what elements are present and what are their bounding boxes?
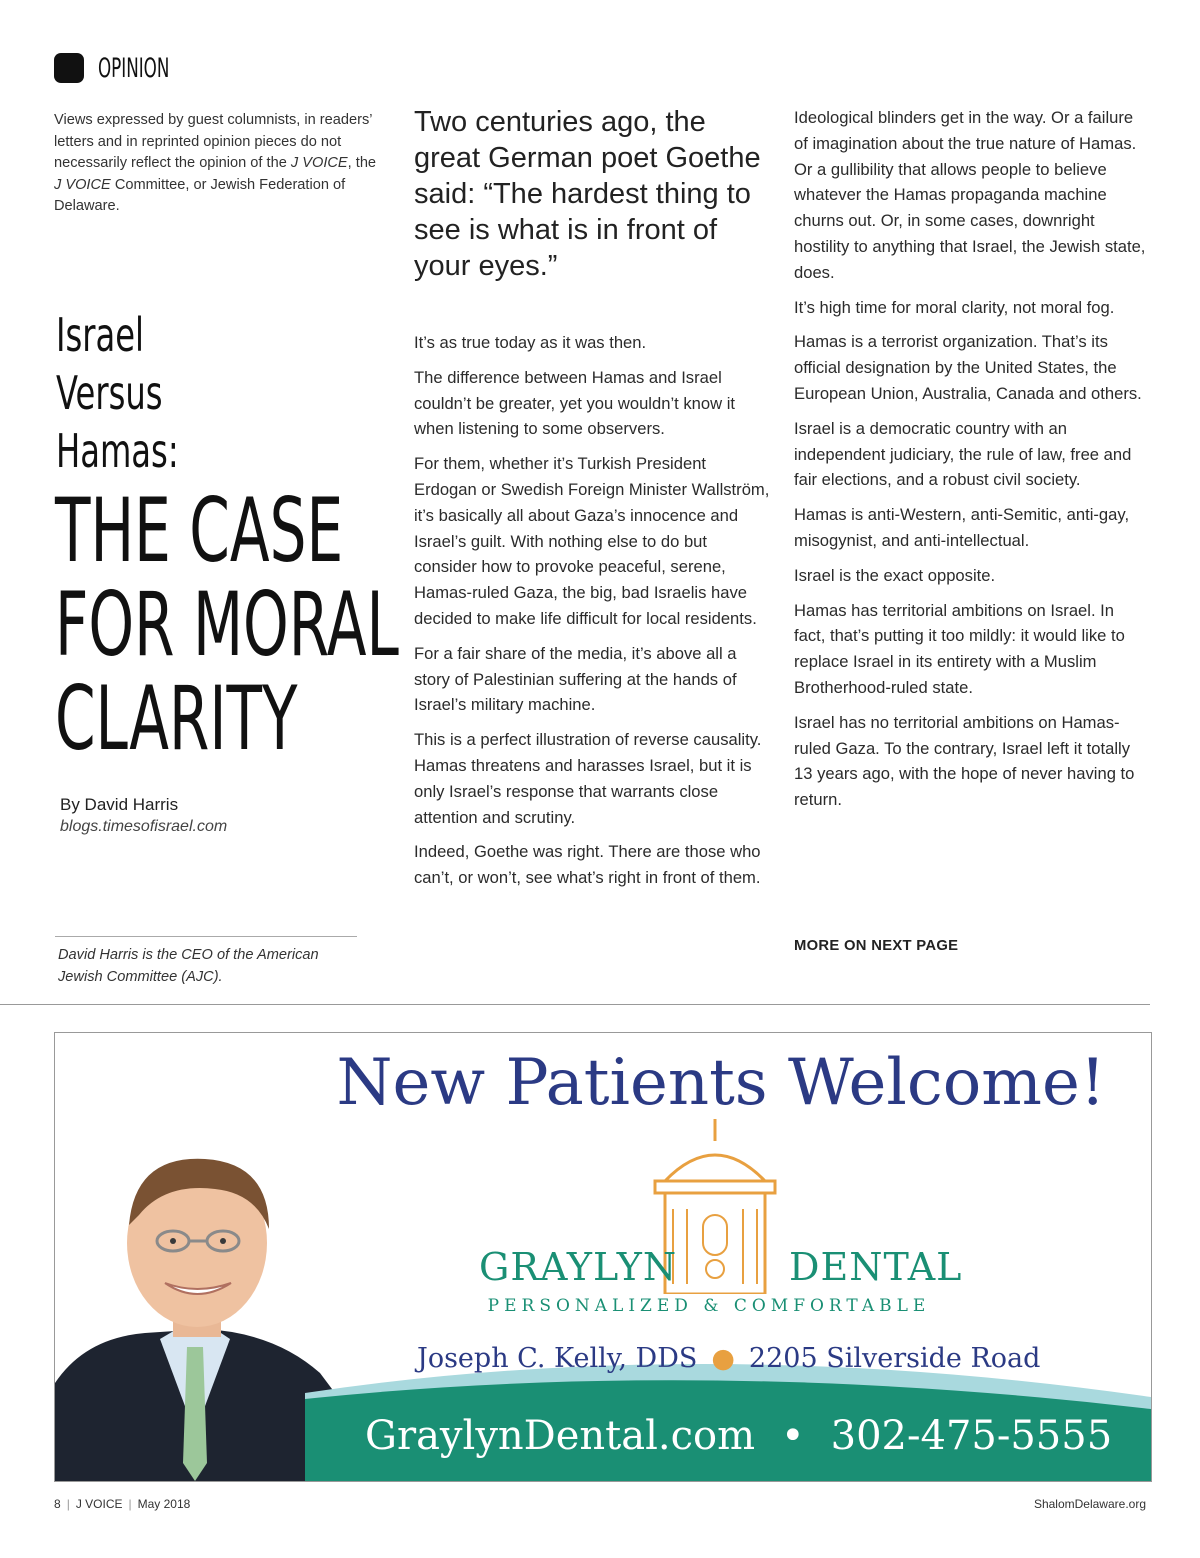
headline-kicker — [56, 306, 376, 480]
article-column-right — [794, 105, 1146, 822]
brand-name-right: DENTAL — [789, 1245, 963, 1289]
article-paragraph: Israel has no territorial ambitions on Hamas-ruled Gaza. To the contrary, Israel left it totally 13 years ago, with the hope of never having to return. — [794, 712, 1135, 810]
bullet-icon: ● — [711, 1343, 735, 1374]
ad-footer-line — [365, 1413, 1112, 1459]
section-marker-icon — [54, 53, 84, 83]
byline — [60, 794, 227, 838]
article-paragraph: It’s as true today as it was then. — [414, 333, 647, 352]
author-source: blogs.timesofisrael.com — [60, 818, 228, 835]
article-paragraph: For a fair share of the media, it’s above all a story of Palestinian suffering at the hands of Israel’s military machine. — [414, 643, 737, 715]
article-paragraph: Hamas has territorial ambitions on Israel. In fact, that’s putting it too mildly: it would like to replace Israel in its entirety with a Muslim Brotherhood-ruled state. — [794, 600, 1125, 697]
section-tag — [54, 50, 213, 86]
pull-quote: Two centuries ago, the great German poet Goethe said: “The hardest thing to see is what is in front of your eyes.” — [414, 106, 761, 282]
page-folio — [54, 1497, 190, 1511]
bio-divider — [55, 936, 357, 937]
headline-big-line: THE CASE — [55, 479, 344, 582]
article-paragraph: Ideological blinders get in the way. Or a failure of imagination about the true nature of Hamas. Or a gullibility that allows people to believe whatever the Hamas propaganda machine churns out. Or, in some cases, downright hostility to anything that Israel, the Jewish state, does. — [794, 108, 1146, 282]
headline-line: Hamas: — [56, 424, 179, 478]
dental-advertisement[interactable] — [54, 1032, 1152, 1482]
headline-line: Versus — [56, 366, 163, 420]
headline-main — [55, 479, 399, 770]
office-address: 2205 Silverside Road — [748, 1343, 1041, 1374]
article-paragraph: Indeed, Goethe was right. There are those who can’t, or won’t, see what’s right in front of them. — [414, 842, 761, 888]
issue-date: May 2018 — [137, 1497, 191, 1511]
article-column-middle — [414, 330, 772, 900]
disclaimer-pub-1: J VOICE — [290, 155, 348, 171]
publication-name: J VOICE — [75, 1497, 123, 1511]
section-label: OPINION — [98, 52, 170, 84]
article-paragraph: This is a perfect illustration of reverse causality. Hamas threatens and harasses Israel, but it is only Israel’s response that warrants close attention and scrutiny. — [414, 730, 762, 827]
author-bio: David Harris is the CEO of the American Jewish Committee (AJC). — [58, 947, 319, 985]
doctor-name: Joseph C. Kelly, DDS — [417, 1343, 698, 1374]
author-name: By David Harris — [60, 795, 179, 814]
site-link[interactable]: ShalomDelaware.org — [1033, 1497, 1146, 1511]
article-paragraph: Hamas is a terrorist organization. That’s its official designation by the United States, the European Union, Australia, Canada and others. — [794, 332, 1142, 403]
brand-name-left: GRAYLYN — [479, 1245, 678, 1289]
folio-separator: | — [128, 1497, 132, 1511]
article-paragraph: Israel is a democratic country with an independent judiciary, the rule of law, free and fair elections, and a robust civil society. — [794, 418, 1132, 490]
ad-website-link[interactable]: GraylynDental.com — [365, 1413, 756, 1459]
opinion-disclaimer — [54, 110, 384, 218]
page-number: 8 — [54, 1497, 61, 1511]
headline-line: Israel — [56, 308, 145, 362]
continued-link[interactable]: MORE ON NEXT PAGE — [794, 938, 959, 954]
article-paragraph: For them, whether it’s Turkish President Erdogan or Swedish Foreign Minister Wallström, it’s basically all about Gaza’s innocence and Israel’s guilt. With nothing else to do but consider how to provoke peaceful, serene, Hamas-ruled Gaza, the big, bad Israelis have decided to make life difficult for local residents. — [414, 454, 770, 628]
article-paragraph: The difference between Hamas and Israel couldn’t be greater, yet you wouldn’t know it when listening to some observers. — [414, 367, 736, 439]
disclaimer-pub-2: J VOICE — [54, 176, 111, 193]
folio-separator: | — [66, 1497, 70, 1511]
disclaimer-text-3: Committee, or Jewish Federation of Delaware. — [54, 176, 346, 214]
bullet-icon: • — [781, 1413, 805, 1459]
brand-tagline: PERSONALIZED & COMFORTABLE — [487, 1296, 931, 1316]
disclaimer-text-1: Views expressed by guest columnists, in readers’ letters and in reprinted opinion pieces do not necessarily reflect the opinion of the — [54, 112, 372, 171]
headline-big-line: FOR MORAL — [55, 573, 399, 676]
article-paragraph: Hamas is anti-Western, anti-Semitic, anti-gay, misogynist, and anti-intellectual. — [794, 505, 1130, 550]
ad-contact-line — [417, 1343, 1040, 1374]
ad-headline: New Patients Welcome! — [336, 1046, 1106, 1120]
page-divider — [0, 1004, 1150, 1005]
article-paragraph: Israel is the exact opposite. — [794, 565, 996, 585]
headline-big-line: CLARITY — [55, 667, 298, 770]
article-paragraph: It’s high time for moral clarity, not moral fog. — [794, 297, 1115, 317]
disclaimer-text-2: , the — [347, 155, 377, 171]
ad-phone[interactable]: 302-475-5555 — [830, 1413, 1113, 1459]
